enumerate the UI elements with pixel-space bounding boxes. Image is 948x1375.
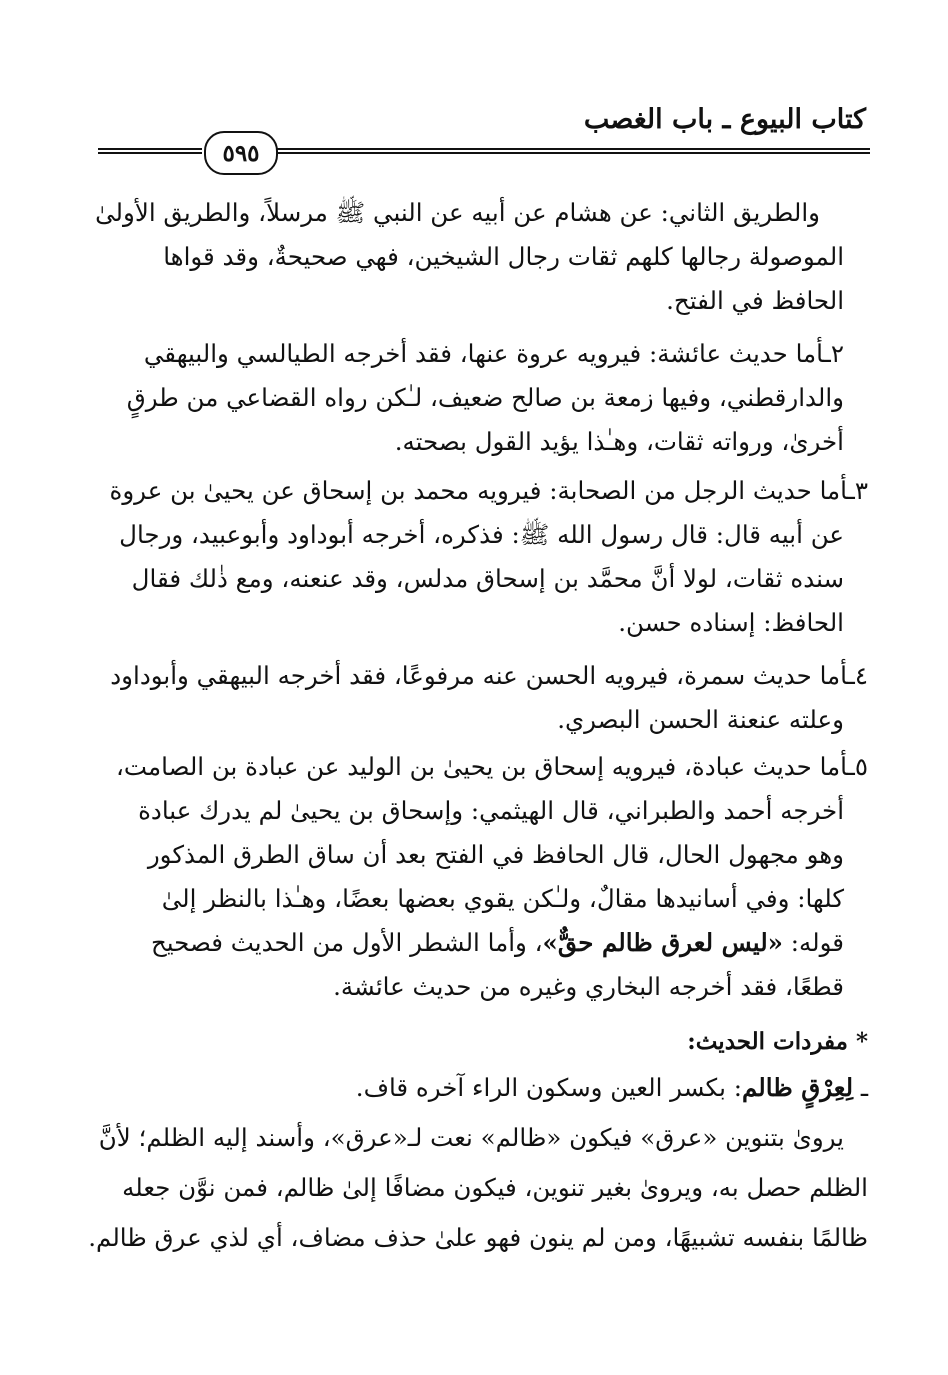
vocab-line-1: يروىٰ بتنوين «عرق» فيكون «ظالم» نعت لـ«عرق»، وأسند إليه الظلم؛ لأنَّ (98, 1123, 844, 1152)
item-5-text-1: أما حديث عبادة، فيرويه إسحاق بن يحيىٰ بن الوليد عن عبادة بن الصامت، (116, 752, 848, 781)
item-5-line-5 (151, 923, 844, 963)
item-5-number: ٥ـ (847, 752, 868, 781)
vocab-term-definition: : بكسر العين وسكون الراء آخره قاف. (355, 1073, 742, 1102)
intro-line-3: الحافظ في الفتح. (666, 286, 844, 315)
header-rule-left (98, 148, 202, 154)
running-header-title: كتاب البيوع ـ باب الغصب (583, 104, 866, 135)
item-5-line-6: قطعًا، فقد أخرجه البخاري وغيره من حديث عائشة. (333, 972, 844, 1001)
item-3-line-1 (110, 471, 868, 511)
item-3-number: ٣ـ (847, 476, 868, 505)
item-5-line-5-before: قوله: (782, 928, 844, 957)
vocab-heading: * مفردات الحديث: (687, 1028, 868, 1055)
item-4-number: ٤ـ (847, 661, 868, 690)
item-3-text-1: أما حديث الرجل من الصحابة: فيرويه محمد بن إسحاق عن يحيىٰ بن عروة (109, 476, 848, 505)
item-3-line-2: عن أبيه قال: قال رسول الله ﷺ: فذكره، أخرجه أبوداود وأبوعبيد، ورجال (119, 520, 844, 549)
header-rule-right (276, 148, 870, 154)
item-5-line-5-after: ، وأما الشطر الأول من الحديث فصحيح (150, 928, 543, 957)
vocab-term-line (356, 1068, 868, 1108)
item-2-number: ٢ـ (823, 339, 844, 368)
intro-line-2: الموصولة رجالها كلهم ثقات رجال الشيخين، فهي صحيحةٌ، وقد قواها (163, 242, 844, 271)
intro-line-1: والطريق الثاني: عن هشام عن أبيه عن النبي ﷺ مرسلاً، والطريق الأولىٰ (95, 198, 820, 227)
item-5-line-3: وهو مجهول الحال، قال الحافظ في الفتح بعد أن ساق الطرق المذكور (147, 840, 844, 869)
item-2-line-3: أخرىٰ، ورواته ثقات، وهـٰذا يؤيد القول بصحته. (394, 427, 844, 456)
page-number-badge (204, 131, 278, 175)
item-5-line-2: أخرجه أحمد والطبراني، قال الهيثمي: وإسحاق بن يحيىٰ لم يدرك عبادة (138, 796, 844, 825)
hadith-quote: «ليس لعرق ظالم حقٌّ» (542, 928, 783, 957)
page-number: ٥٩٥ (222, 139, 260, 167)
vocab-line-2: الظلم حصل به، ويروىٰ بغير تنوين، فيكون مضافًا إلىٰ ظالم، فمن نوَّن جعله (122, 1173, 868, 1202)
item-3-line-4: الحافظ: إسناده حسن. (618, 608, 844, 637)
item-2-text-1: أما حديث عائشة: فيرويه عروة عنها، فقد أخرجه الطيالسي والبيهقي (143, 339, 824, 368)
item-4-line-2: وعلته عنعنة الحسن البصري. (557, 705, 844, 734)
item-5-line-4: كلها: وفي أسانيدها مقالٌ، ولـٰكن يقوي بعضها بعضًا، وهـٰذا بالنظر إلىٰ (161, 884, 844, 913)
item-2-line-2: والدارقطني، وفيها زمعة بن صالح ضعيف، لـٰكن رواه القضاعي من طرقٍ (126, 383, 844, 412)
item-5-line-1 (116, 747, 868, 787)
vocab-term-dash: ـ (853, 1073, 868, 1102)
item-4-text-1: أما حديث سمرة، فيرويه الحسن عنه مرفوعًا، فقد أخرجه البيهقي وأبوداود (110, 661, 848, 690)
item-4-line-1 (110, 656, 868, 696)
item-2-line-1 (144, 334, 844, 374)
item-3-line-3: سنده ثقات، لولا أنَّ محمَّد بن إسحاق مدلس، وقد عنعنه، ومع ذٰلك فقال (131, 564, 844, 593)
vocab-line-3: ظالمًا بنفسه تشبيهًا، ومن لم ينون فهو علىٰ حذف مضاف، أي لذي عرق ظالم. (88, 1223, 868, 1252)
vocab-term: لِعِرْقٍ ظالم (741, 1073, 854, 1102)
